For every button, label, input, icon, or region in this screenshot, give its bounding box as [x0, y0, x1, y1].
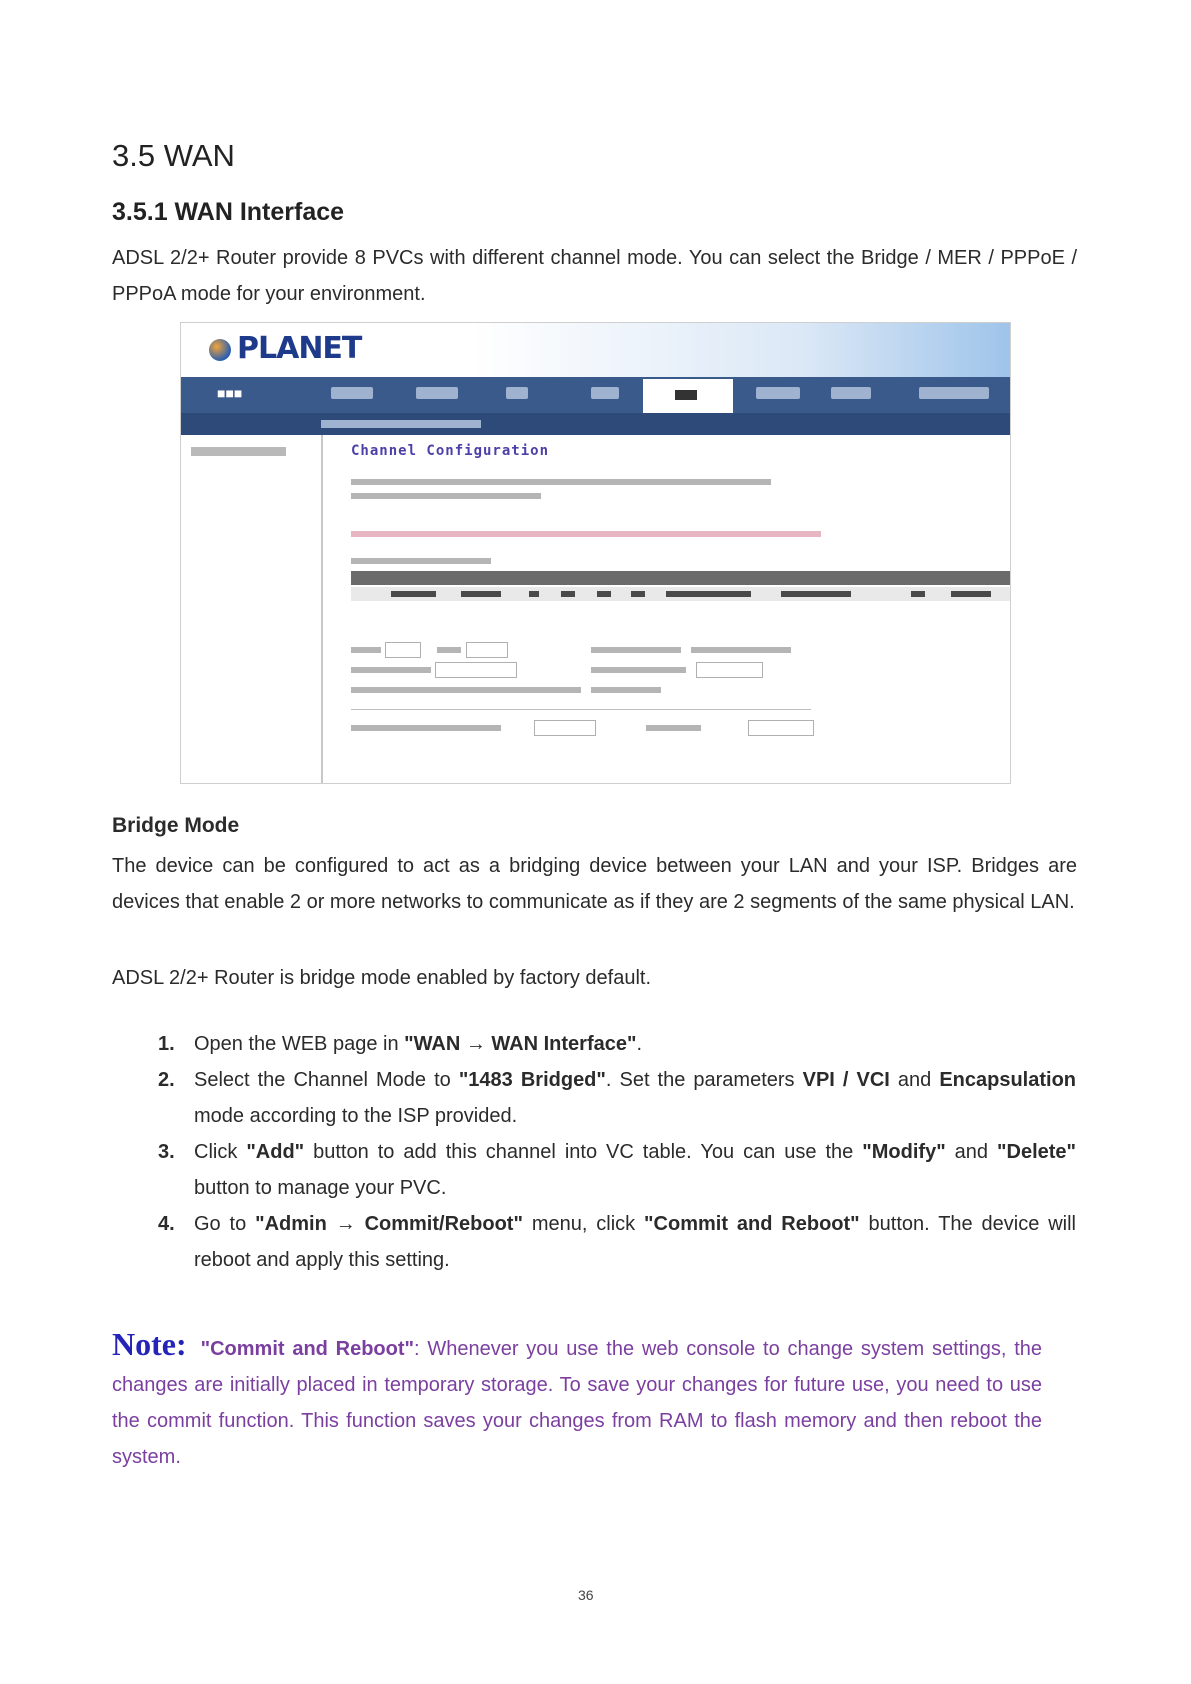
- note-label: Note:: [112, 1326, 187, 1362]
- screenshot-header: [181, 323, 1010, 377]
- screenshot-subnav: [181, 413, 1010, 435]
- step-number: 1.: [158, 1033, 175, 1055]
- note-text: : Whenever you use the web console to change system settings, the changes are initially placed in temporary storage. To save your changes for future use, you need to use the commit function. This function saves your changes from RAM to flash memory and then reboot the system.: [112, 1338, 1043, 1468]
- bridge-paragraph-1: The device can be configured to act as a bridging device between your LAN and your ISP. Bridges are devices that enable 2 or more networks to communicate as if they are 2 segments of the same physical LAN.: [112, 855, 1077, 913]
- bridge-paragraph-2: ADSL 2/2+ Router is bridge mode enabled by factory default.: [112, 967, 652, 989]
- step-text: Click "Add" button to add this channel into VC table. You can use the "Modify" and "Delete" button to manage your PVC.: [194, 1141, 1077, 1199]
- nav-tab: [416, 387, 458, 399]
- nav-tab: [831, 387, 871, 399]
- note-block: [112, 1326, 1042, 1475]
- channel-config-title: Channel Configuration: [351, 443, 550, 459]
- nav-tab: [331, 387, 373, 399]
- screenshot-nav: [181, 377, 1010, 413]
- nav-tab: [919, 387, 989, 399]
- step-number: 4.: [158, 1213, 175, 1235]
- step-text: Open the WEB page in "WAN → WAN Interface".: [194, 1033, 643, 1055]
- bridge-mode-title: Bridge Mode: [112, 814, 240, 837]
- vc-table-row: [351, 587, 1010, 601]
- subsection-heading: 3.5.1 WAN Interface: [112, 198, 345, 226]
- step-number: 2.: [158, 1069, 175, 1091]
- step-number: 3.: [158, 1141, 175, 1163]
- nav-brand: ■■■: [217, 385, 243, 401]
- step-text: Go to "Admin → Commit/Reboot" menu, click "Commit and Reboot" button. The device will reboot and apply this setting.: [194, 1213, 1076, 1271]
- nav-tab-wan-active: [643, 379, 733, 413]
- nav-tab: [591, 387, 619, 399]
- planet-logo: PLANET: [237, 331, 362, 366]
- step-text: Select the Channel Mode to "1483 Bridged". Set the parameters VPI / VCI and Encapsulation mode according to the ISP provided.: [194, 1069, 1077, 1127]
- vc-table-header: [351, 571, 1010, 585]
- note-bold: "Commit and Reboot": [200, 1338, 415, 1360]
- nav-tab: [506, 387, 528, 399]
- intro-paragraph: ADSL 2/2+ Router provide 8 PVCs with different channel mode. You can select the Bridge / MER / PPPoE / PPPoA mode for your environment.: [112, 247, 1077, 305]
- screenshot-content: [351, 435, 1011, 783]
- page-number: 36: [578, 1587, 594, 1603]
- planet-globe-icon: [209, 339, 231, 361]
- screenshot-sidebar: [181, 435, 323, 783]
- section-heading: 3.5 WAN: [112, 138, 235, 173]
- router-screenshot: [180, 322, 1011, 784]
- nav-tab: [756, 387, 800, 399]
